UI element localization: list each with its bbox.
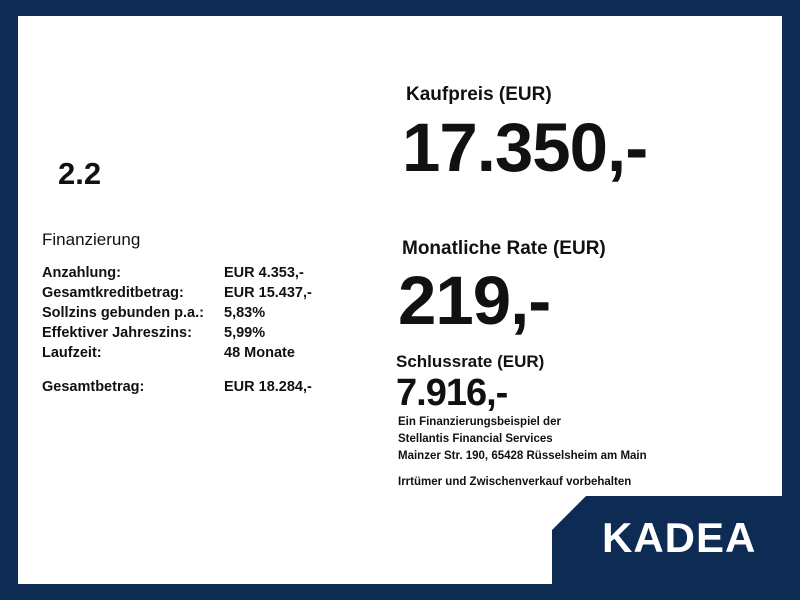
financing-value-laufzeit: 48 Monate <box>224 345 295 361</box>
monthly-rate-value: 219,- <box>398 262 551 339</box>
financing-label-anzahlung: Anzahlung: <box>42 265 121 281</box>
table-row-total <box>42 378 312 398</box>
financing-label-sollzins: Sollzins gebunden p.a.: <box>42 305 204 321</box>
table-row <box>42 304 312 324</box>
logo-text: KADEA <box>602 514 757 561</box>
listing-card <box>18 16 782 584</box>
disclaimer-line-3: Mainzer Str. 190, 65428 Rüsselsheim am Main <box>398 450 647 462</box>
financing-value-effektiver-jahreszins: 5,99% <box>224 325 266 341</box>
disclaimer-line-1: Ein Finanzierungsbeispiel der <box>398 416 561 428</box>
table-row <box>42 344 312 364</box>
financing-table <box>42 264 312 398</box>
disclaimer-line-2: Stellantis Financial Services <box>398 433 553 445</box>
financing-value-gesamtkreditbetrag: EUR 15.437,- <box>224 285 312 301</box>
disclaimer-line-4: Irrtümer und Zwischenverkauf vorbehalten <box>398 476 632 488</box>
item-number: 2.2 <box>58 156 102 191</box>
financing-value-sollzins: 5,83% <box>224 305 266 321</box>
purchase-price-label: Kaufpreis (EUR) <box>406 84 552 105</box>
financing-label-laufzeit: Laufzeit: <box>42 345 102 361</box>
financing-label-gesamtbetrag: Gesamtbetrag: <box>42 379 145 395</box>
final-payment-label: Schlussrate (EUR) <box>396 352 545 371</box>
financing-label-effektiver-jahreszins: Effektiver Jahreszins: <box>42 325 192 341</box>
financing-title: Finanzierung <box>42 230 141 249</box>
logo-corner-shape <box>552 496 586 530</box>
table-row <box>42 284 312 304</box>
table-row <box>42 264 312 284</box>
financing-label-gesamtkreditbetrag: Gesamtkreditbetrag: <box>42 285 184 301</box>
final-payment-value: 7.916,- <box>396 372 508 414</box>
monthly-rate-label: Monatliche Rate (EUR) <box>402 238 606 259</box>
dealer-logo <box>552 496 782 584</box>
financing-value-gesamtbetrag: EUR 18.284,- <box>224 379 312 395</box>
purchase-price-value: 17.350,- <box>402 109 648 186</box>
table-spacer-row <box>42 364 312 378</box>
financing-value-anzahlung: EUR 4.353,- <box>224 265 304 281</box>
table-row <box>42 324 312 344</box>
financing-disclaimer <box>398 414 758 465</box>
